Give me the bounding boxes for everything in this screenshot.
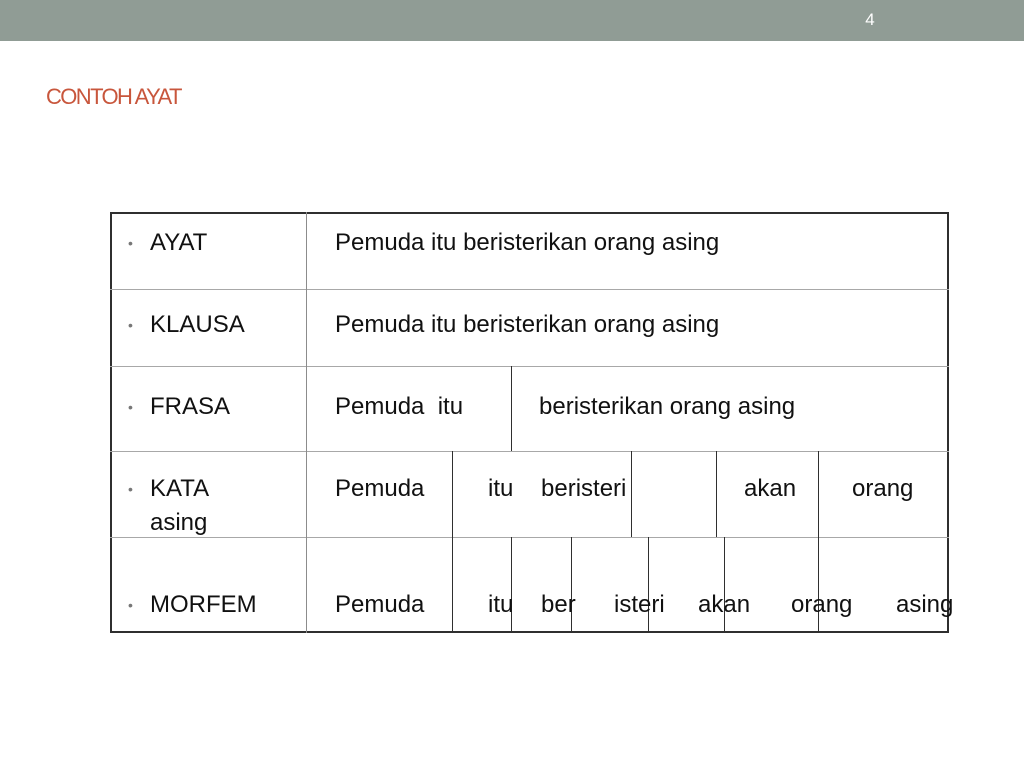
row-label-morfem: MORFEM [150, 591, 257, 618]
bullet: • [128, 399, 133, 415]
row-label-ayat: AYAT [150, 229, 208, 256]
morfem-item: orang [791, 591, 853, 618]
bullet: • [128, 481, 133, 497]
word-structure-table [110, 212, 954, 633]
row-divider [110, 366, 949, 367]
frasa-phrase-1: Pemuda itu [335, 393, 464, 420]
kata-word: akan [744, 475, 797, 502]
morfem-item: isteri [614, 591, 665, 618]
morfem-item: ber [541, 591, 576, 618]
morfem-item: akan [698, 591, 751, 618]
cell-divider [716, 451, 717, 537]
row-divider [110, 289, 949, 290]
cell-divider [511, 366, 512, 451]
kata-word: beristeri [541, 475, 627, 502]
morfem-item: Pemuda [335, 591, 425, 618]
label-column-divider [306, 212, 307, 633]
top-bar [0, 0, 1024, 41]
row-divider [110, 537, 949, 538]
frasa-phrase-2: beristerikan orang asing [539, 393, 796, 420]
kata-word: Pemuda [335, 475, 425, 502]
kata-wrapped-word: asing [150, 509, 208, 536]
kata-word: orang [852, 475, 914, 502]
row-label-kata: KATA [150, 475, 210, 502]
table-frame [110, 212, 949, 633]
row-label-klausa: KLAUSA [150, 311, 245, 338]
morfem-item: asing [896, 591, 954, 618]
cell-divider [452, 451, 453, 633]
morfem-item: itu [488, 591, 514, 618]
klausa-sentence: Pemuda itu beristerikan orang asing [335, 311, 720, 338]
ayat-sentence: Pemuda itu beristerikan orang asing [335, 229, 720, 256]
cell-divider [631, 451, 632, 537]
row-label-frasa: FRASA [150, 393, 231, 420]
bullet: • [128, 317, 133, 333]
bullet: • [128, 235, 133, 251]
kata-word: itu [488, 475, 514, 502]
bullet: • [128, 597, 133, 613]
row-divider [110, 451, 949, 452]
slide-title: CONTOH AYAT [46, 84, 181, 109]
slide-number: 4 [865, 10, 875, 29]
